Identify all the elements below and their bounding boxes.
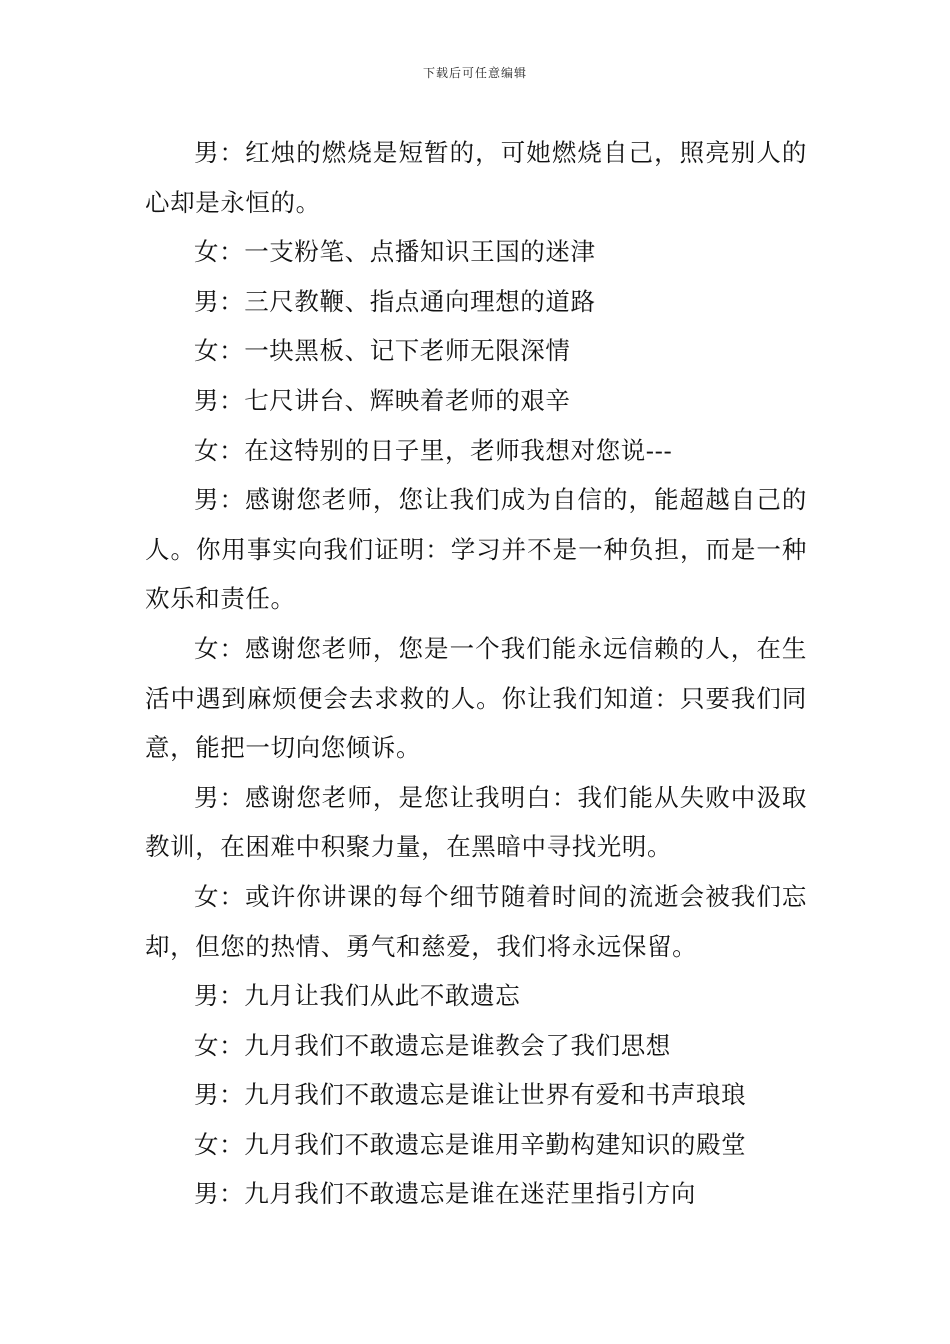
paragraph: 男：九月让我们从此不敢遗忘 [194,981,521,1011]
paragraph: 男：感谢您老师，是您让我明白：我们能从失败中汲取教训，在困难中积聚力量，在黑暗中寻找光明。 [145,782,807,862]
document-body [145,128,807,1219]
paragraph: 女：九月我们不敢遗忘是谁教会了我们思想 [194,1030,671,1060]
paragraph: 男：七尺讲台、辉映着老师的艰辛 [194,385,571,415]
paragraph: 男：九月我们不敢遗忘是谁让世界有爱和书声琅琅 [194,1080,747,1110]
paragraph: 男：感谢您老师，您让我们成为自信的，能超越自己的人。你用事实向我们证明：学习并不是一种负担，而是一种欢乐和责任。 [145,485,807,614]
paragraph: 男：红烛的燃烧是短暂的，可她燃烧自己，照亮别人的心却是永恒的。 [145,138,807,217]
paragraph: 女：感谢您老师，您是一个我们能永远信赖的人，在生活中遇到麻烦便会去求救的人。你让我们知道：只要我们同意，能把一切向您倾诉。 [145,633,807,763]
paragraph: 男：九月我们不敢遗忘是谁在迷茫里指引方向 [194,1179,696,1209]
paragraph: 女：在这特别的日子里，老师我想对您说--- [194,435,673,465]
paragraph: 女：九月我们不敢遗忘是谁用辛勤构建知识的殿堂 [194,1129,747,1159]
paragraph: 男：三尺教鞭、指点通向理想的道路 [194,286,596,316]
paragraph: 女：或许你讲课的每个细节随着时间的流逝会被我们忘却，但您的热情、勇气和慈爱，我们将永远保留。 [145,881,807,961]
paragraph: 女：一支粉笔、点播知识王国的迷津 [194,237,596,267]
paragraph: 女：一块黑板、记下老师无限深情 [194,336,571,366]
page-header: 下载后可任意编辑 [422,66,527,80]
